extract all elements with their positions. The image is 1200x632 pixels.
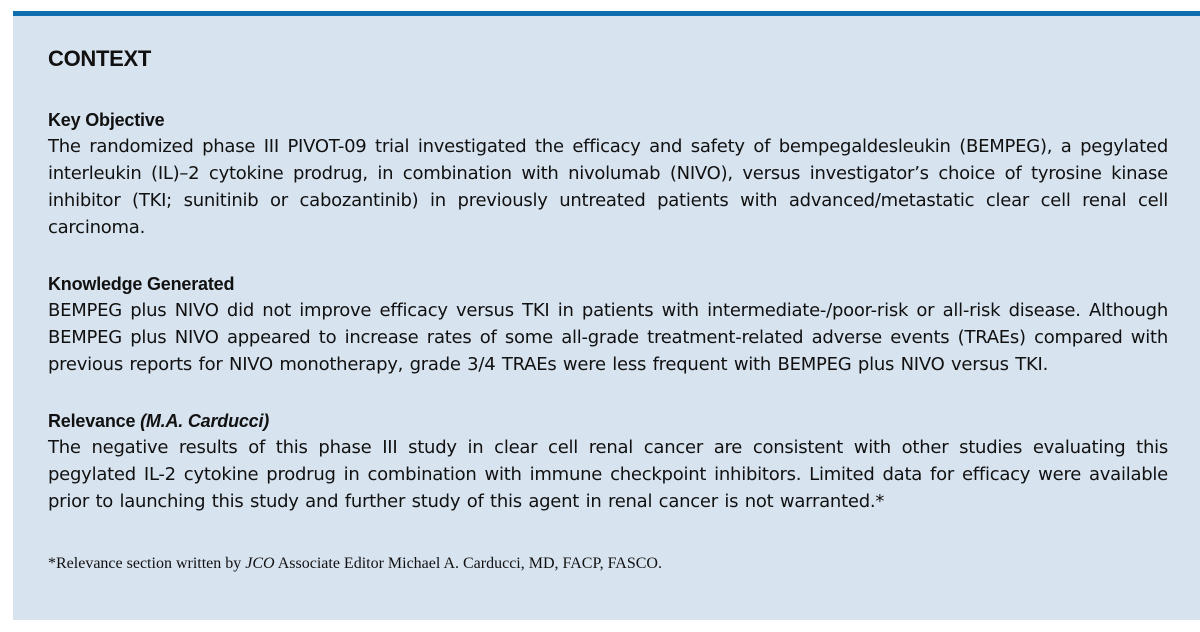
- section-text: BEMPEG plus NIVO did not improve efficacy versus TKI in patients with intermediate-/poor-risk or all-risk disease. Although BEMPEG plus NIVO appeared to increase rates of some all-grade treatment-related adverse events (TRAEs) compared with previous reports for NIVO monotherapy, grade 3/4 TRAEs were less frequent with BEMPEG plus NIVO versus TKI.: [48, 300, 1168, 375]
- section-text: The randomized phase III PIVOT-09 trial investigated the efficacy and safety of bempegaldesleukin (BEMPEG), a pegylated interleukin (IL)–2 cytokine prodrug, in combination with nivolumab (NIVO), versus investigator’s choice of tyrosine kinase inhibitor (TKI; sunitinib or cabozantinib) in previously untreated patients with advanced/metastatic clear cell renal cell carcinoma.: [48, 136, 1168, 238]
- context-box: [13, 11, 1200, 620]
- footnote-suffix: Associate Editor Michael A. Carducci, MD, FACP, FASCO.: [274, 555, 662, 572]
- section-knowledge-generated: [48, 271, 1168, 378]
- section-heading: [48, 408, 1168, 434]
- section-relevance: [48, 408, 1168, 515]
- section-key-objective: [48, 107, 1168, 241]
- footnote-journal: JCO: [245, 555, 275, 572]
- footnote: [48, 555, 1168, 573]
- section-text: The negative results of this phase III study in clear cell renal cancer are consistent with other studies evaluating this pegylated IL-2 cytokine prodrug in combination with immune checkpoint inhibitors. Limited data for efficacy were available prior to launching this study and further study of this agent in renal cancer is not warranted.*: [48, 437, 1168, 512]
- section-heading-label: Relevance: [48, 411, 136, 431]
- section-author: (M.A. Carducci): [140, 411, 270, 431]
- footnote-prefix: *Relevance section written by: [48, 555, 246, 572]
- box-title: CONTEXT: [48, 46, 152, 71]
- context-content: [48, 46, 1168, 573]
- section-heading: Key Objective: [48, 110, 165, 130]
- section-heading: Knowledge Generated: [48, 274, 235, 294]
